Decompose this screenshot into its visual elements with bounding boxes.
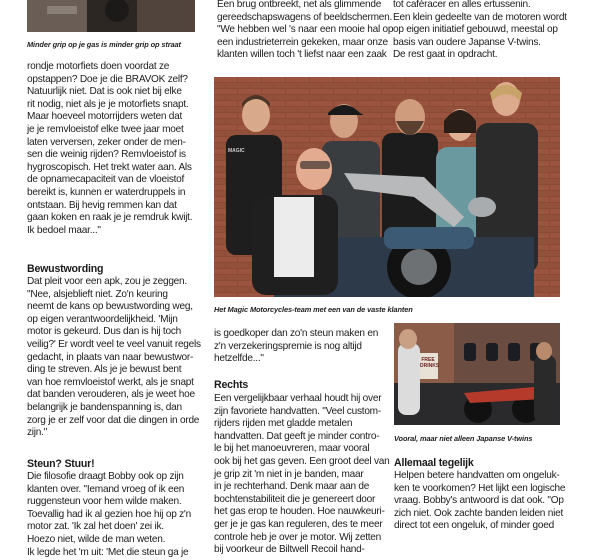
text-line: Ik legde het 'm uit: 'Met die steun ga je bbox=[27, 546, 189, 558]
text-line: tot caféracer en alles ertussenin. bbox=[393, 0, 531, 10]
text-line: Die filosofie draagt Bobby ook op zijn bbox=[27, 471, 184, 482]
text-line: rijders rijden met gladde metalen bbox=[214, 418, 353, 430]
text-line: rondje motorfiets doen voordat ze bbox=[27, 61, 170, 72]
text-line: direct tot een ongeluk, of minder goed bbox=[394, 520, 554, 532]
shirt-print: MAGIC bbox=[228, 148, 245, 154]
text-line: belangrijk je bandenspanning is, dan bbox=[27, 401, 182, 413]
top-left-photo-caption: Minder grip op je gas is minder grip op straat bbox=[27, 40, 181, 49]
text-line: veilig?' Er wordt veel te veel vanuit regels bbox=[27, 338, 201, 350]
text-line: hygroscopisch. Het trekt water aan. Als bbox=[27, 161, 192, 173]
text-line: neemt de kans op bewustwording weg, bbox=[27, 301, 193, 313]
text-line: Een vergelijkbaar verhaal houdt hij over bbox=[214, 393, 382, 404]
text-line: zijn favoriete handvatten. "Veel custom- bbox=[214, 405, 381, 417]
team-photo-image bbox=[214, 77, 560, 297]
left-intro-text bbox=[27, 61, 202, 237]
text-line: bochtenstabiliteit die je genereert door bbox=[214, 493, 376, 505]
free-drinks-sign: FREE DRINKS bbox=[420, 357, 440, 369]
text-line: gaan koken en raak je je remdruk kwijt. bbox=[27, 212, 193, 224]
text-line: ken te voorkomen? Het lijkt een logische bbox=[394, 482, 566, 494]
top-left-photo bbox=[27, 0, 195, 32]
text-line: Helpen betere handvatten om ongeluk- bbox=[394, 470, 560, 481]
text-line: ook bij het gas geven. Een groot deel van bbox=[214, 455, 390, 467]
text-line: het gas erop te houden. Hoe nauwkeuri- bbox=[214, 506, 385, 518]
text-line: Toevallig had ik al gezien hoe hij op z'n bbox=[27, 508, 191, 520]
text-line: ger je je gas kan reguleren, des te meer bbox=[214, 518, 383, 530]
text-line: van hoe remvloeistof werkt, als je snapt bbox=[27, 376, 194, 388]
text-line: De rest gaat in opdracht. bbox=[393, 49, 498, 61]
text-line: je je remvloeistof elke twee jaar moet bbox=[27, 123, 184, 135]
text-line: Natuurlijk niet. Dat is ook niet bij elke bbox=[27, 86, 182, 98]
text-line: Een klein gedeelte van de motoren wordt bbox=[393, 11, 567, 23]
text-line: hetzelfde..." bbox=[214, 353, 264, 365]
team-photo bbox=[214, 77, 560, 297]
text-line: je grip zit 'm niet in je banden, maar bbox=[214, 468, 364, 480]
text-line: bereikt is, kunnen er waterdruppels in bbox=[27, 186, 186, 198]
left-section-1-text bbox=[27, 276, 202, 440]
right-top-text bbox=[393, 0, 565, 62]
text-line: dat banden verouderen, als je weet hoe bbox=[27, 389, 195, 401]
right-photo-caption: Vooral, maar niet alleen Japanse V-twins bbox=[394, 434, 533, 443]
text-line: controle heb je over je motor. Wij zetten bbox=[214, 531, 382, 543]
text-line: Dat pleit voor een apk, zou je zeggen. bbox=[27, 276, 187, 287]
text-line: zich niet. Ook zachte banden leiden niet bbox=[394, 507, 564, 519]
text-line: ruggensteun voor hem wilde maken. bbox=[27, 496, 182, 508]
text-line: sen die weinig rijden? Remvloeistof is bbox=[27, 149, 186, 161]
text-line: ontstaan. Bij hevig remmen kan dat bbox=[27, 199, 177, 211]
text-line: laten verversen, zeker onder de men- bbox=[27, 136, 186, 148]
text-line: gereedschapswagens of beeldschermen. bbox=[217, 11, 393, 23]
text-line: op eigen verantwoordelijkheid. 'Mijn bbox=[27, 313, 178, 325]
text-line: zijn." bbox=[27, 427, 48, 439]
right-section-text bbox=[394, 470, 566, 533]
left-section-2-text bbox=[27, 471, 202, 559]
text-line: een industrieterrein gekeken, maar onze bbox=[217, 36, 388, 48]
text-line: de opnamecapaciteit van de vloeistof bbox=[27, 174, 185, 186]
right-photo bbox=[394, 323, 560, 425]
text-line: "Nee, alsjeblieft niet. Zo'n keuring bbox=[27, 288, 168, 300]
text-line: klanten over. "Iemand vroeg of ik een bbox=[27, 483, 185, 495]
text-line: le bij het manoeuvreren, maar vooral bbox=[214, 443, 370, 455]
text-line: Een brug ontbreekt, net als glimmende bbox=[217, 0, 382, 10]
text-line: Ik bedoel maar..." bbox=[27, 224, 101, 236]
workshop-photo-image bbox=[27, 0, 195, 32]
heading-rechts: Rechts bbox=[214, 379, 249, 391]
text-line: bij voorkeur de Biltwell Recoil hand- bbox=[214, 544, 365, 556]
text-line: basis van oudere Japanse V-twins. bbox=[393, 36, 541, 48]
middle-below-photo-text bbox=[214, 328, 386, 366]
heading-bewustwording: Bewustwording bbox=[27, 263, 104, 275]
team-photo-caption: Het Magic Motorcycles-team met een van de vaste klanten bbox=[214, 305, 413, 314]
heading-steun-stuur: Steun? Stuur! bbox=[27, 458, 95, 470]
text-line: op eigen initiatief gebouwd, meestal op bbox=[393, 24, 558, 36]
heading-allemaal-tegelijk: Allemaal tegelijk bbox=[394, 457, 474, 469]
text-line: zorg je er zelf voor dat die dingen in orde bbox=[27, 414, 200, 426]
text-line: is goedkoper dan zo'n steun maken en bbox=[214, 328, 379, 339]
text-line: "We hebben wel 's naar een mooie hal op bbox=[217, 24, 394, 36]
text-line: motor is gekeurd. Dus dan is hij toch bbox=[27, 326, 182, 338]
v-twins-photo-image bbox=[394, 323, 560, 425]
text-line: z'n verzekeringspremie is nog altijd bbox=[214, 340, 362, 352]
text-line: ding te streven. Als je je bewust bent bbox=[27, 364, 182, 376]
text-line: Hoezo niet, wilde de man weten. bbox=[27, 533, 166, 545]
middle-top-text bbox=[217, 0, 394, 62]
text-line: klanten willen toch 't liefst naar een zaak bbox=[217, 49, 387, 61]
text-line: opstappen? Doe je die BRAVOK zelf? bbox=[27, 73, 188, 85]
text-line: motor zat. 'Ik zal het doen' zei ik. bbox=[27, 521, 164, 533]
middle-section-text bbox=[214, 393, 390, 557]
text-line: in je rechterhand. Denk maar aan de bbox=[214, 481, 370, 493]
text-line: vraag. Bobby's antwoord is dat ook. "Op bbox=[394, 495, 564, 507]
text-line: Maar hoeveel motorrijders weten dat bbox=[27, 111, 183, 123]
text-line: rit nodig, niet als je je motorfiets snapt. bbox=[27, 98, 189, 110]
text-line: gedacht, in plaats van naar bewustwor- bbox=[27, 351, 194, 363]
text-line: handvatten. Dat geeft je minder contro- bbox=[214, 430, 380, 442]
